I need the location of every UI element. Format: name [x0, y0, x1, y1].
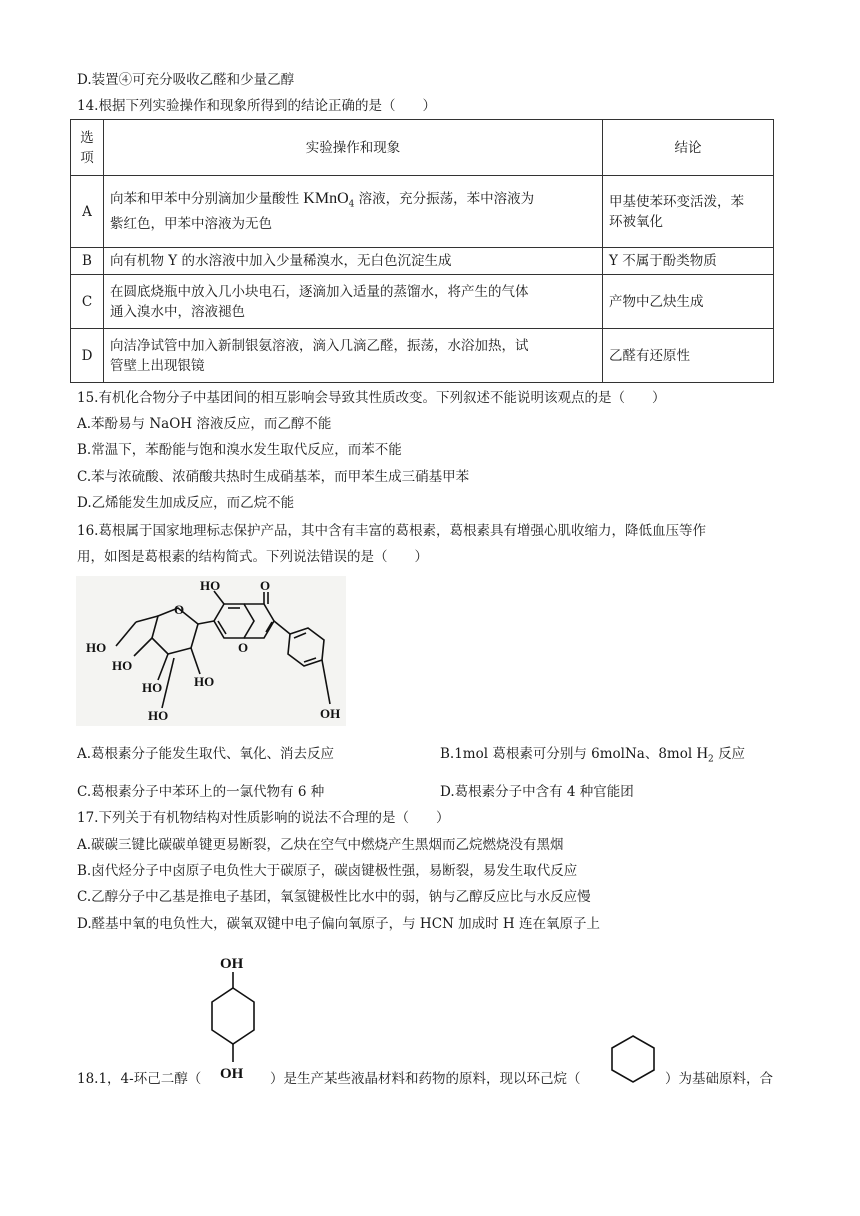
label-oh-right: OH	[320, 706, 341, 721]
cyclohexanediol-structure-image	[200, 950, 266, 1090]
header-conclusion: 结论	[603, 120, 774, 176]
row-label: D	[71, 329, 104, 383]
q18-text-3: ）为基础原料，合	[665, 1071, 773, 1087]
label-ketone-o: O	[260, 578, 271, 593]
cyclohexane-structure-image	[604, 1030, 662, 1088]
q18-text-2: ）是生产某些液晶材料和药物的原料，现以环己烷（	[270, 1071, 581, 1087]
q14-stem: 14.根据下列实验操作和现象所得到的结论正确的是（ ）	[77, 98, 436, 114]
q15-option-b: B.常温下，苯酚能与饱和溴水发生取代反应，而苯不能	[77, 442, 402, 458]
label-ring-o-1: O	[174, 602, 185, 617]
q18-text-1: 18.1，4-环己二醇（	[77, 1071, 202, 1087]
q17-option-d: D.醛基中氧的电负性大，碳氧双键中电子偏向氧原子，与 HCN 加成时 H 连在氧原子上	[77, 916, 600, 932]
q16-stem-line1: 16.葛根属于国家地理标志保护产品，其中含有丰富的葛根素，葛根素具有增强心肌收缩力，降低血压等作	[77, 523, 706, 539]
q16-stem-line2: 用，如图是葛根素的结构简式。下列说法错误的是（ ）	[77, 549, 428, 565]
row-conclusion: 产物中乙炔生成	[603, 275, 774, 329]
label-oh-bottom: OH	[220, 1066, 244, 1082]
q17-stem: 17.下列关于有机物结构对性质影响的说法不合理的是（ ）	[77, 810, 450, 826]
header-option: 选 项	[71, 120, 104, 176]
q17-option-a: A.碳碳三键比碳碳单键更易断裂，乙炔在空气中燃烧产生黑烟而乙烷燃烧没有黑烟	[77, 837, 564, 853]
row-label: A	[71, 176, 104, 248]
q17-option-b: B.卤代烃分子中卤原子电负性大于碳原子，碳卤键极性强，易断裂，易发生取代反应	[77, 863, 578, 879]
q16-option-a: A.葛根素分子能发生取代、氧化、消去反应	[77, 746, 335, 762]
label-ho-4: HO	[148, 708, 169, 723]
table-row	[71, 329, 774, 383]
header-operation: 实验操作和现象	[104, 120, 603, 176]
q13-option-d: D.装置④可充分吸收乙醛和少量乙醇	[77, 72, 295, 88]
label-ring-o-2: O	[238, 640, 249, 655]
q15-option-a: A.苯酚易与 NaOH 溶液反应，而乙醇不能	[77, 416, 332, 432]
label-ho-top: HO	[200, 578, 221, 593]
q17-option-c: C.乙醇分子中乙基是推电子基团，氧氢键极性比水中的弱，钠与乙醇反应比与水反应慢	[77, 889, 591, 905]
row-conclusion: Y 不属于酚类物质	[603, 248, 774, 275]
row-conclusion: 甲基使苯环变活泼，苯 环被氧化	[603, 176, 774, 248]
q16-option-d: D.葛根素分子中含有 4 种官能团	[440, 784, 634, 800]
row-operation: 向有机物 Y 的水溶液中加入少量稀溴水，无白色沉淀生成	[104, 248, 603, 275]
table-row	[71, 248, 774, 275]
row-label: C	[71, 275, 104, 329]
q15-option-d: D.乙烯能发生加成反应，而乙烷不能	[77, 495, 295, 511]
row-operation: 向苯和甲苯中分别滴加少量酸性 KMnO$_4$ 溶液，充分振荡，苯中溶液为 紫红色，甲苯中溶液为无色	[104, 176, 603, 248]
table-row	[71, 275, 774, 329]
q15-stem: 15.有机化合物分子中基团间的相互影响会导致其性质改变。下列叙述不能说明该观点的是（ ）	[77, 390, 666, 406]
row-operation: 向洁净试管中加入新制银氨溶液，滴入几滴乙醛，振荡，水浴加热，试 管壁上出现银镜	[104, 329, 603, 383]
table-header-row	[71, 120, 774, 176]
puerarin-structure-image	[76, 576, 346, 726]
q15-option-c: C.苯与浓硫酸、浓硝酸共热时生成硝基苯，而甲苯生成三硝基甲苯	[77, 469, 470, 485]
label-ho-1: HO	[112, 658, 133, 673]
row-operation: 在圆底烧瓶中放入几小块电石，逐滴加入适量的蒸馏水，将产生的气体 通入溴水中，溶液褪色	[104, 275, 603, 329]
table-row	[71, 176, 774, 248]
label-ho-left: HO	[86, 640, 107, 655]
label-ho-3: HO	[194, 674, 215, 689]
label-ho-2: HO	[142, 680, 163, 695]
row-conclusion: 乙醛有还原性	[603, 329, 774, 383]
row-label: B	[71, 248, 104, 275]
q16-option-c: C.葛根素分子中苯环上的一氯代物有 6 种	[77, 784, 325, 800]
q14-table	[70, 119, 774, 383]
q16-option-b: B.1mol 葛根素可分别与 6molNa、8mol $H_2$ 反应	[440, 745, 746, 765]
label-oh-top: OH	[220, 956, 244, 972]
